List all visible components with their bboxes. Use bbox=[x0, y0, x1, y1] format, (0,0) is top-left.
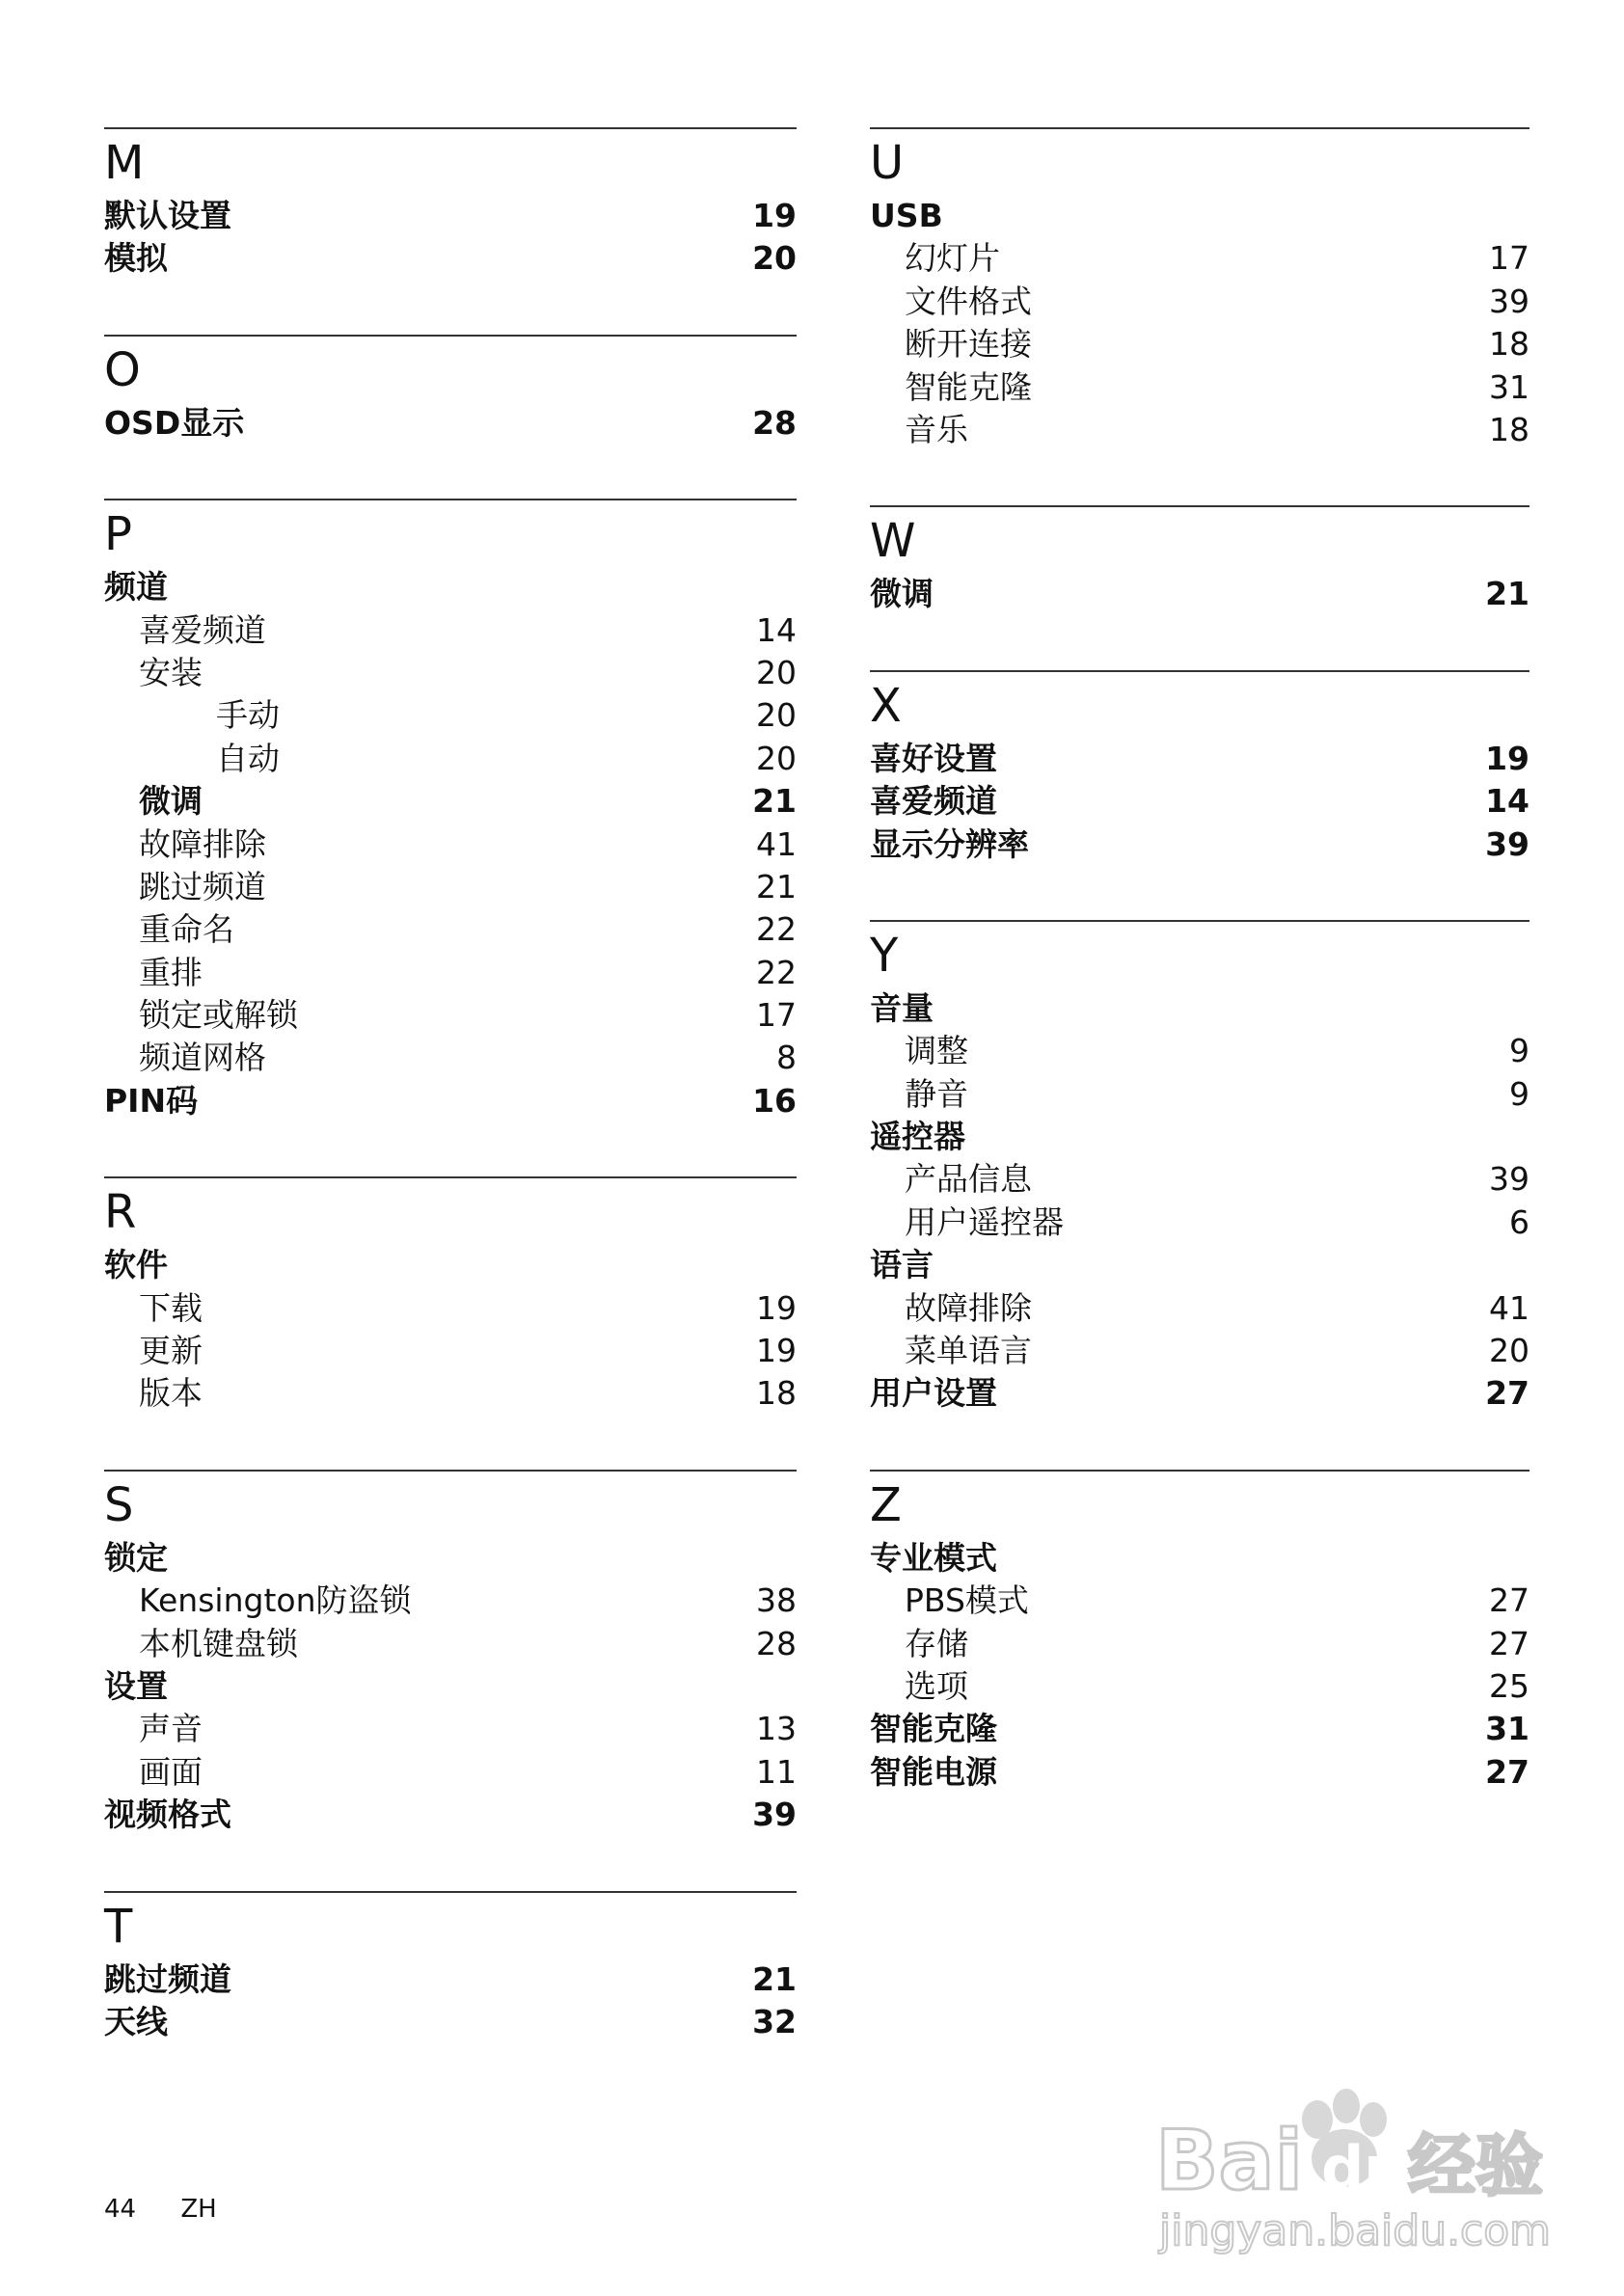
section-letter: S bbox=[104, 1477, 134, 1532]
index-entry bbox=[104, 1751, 797, 1794]
entry-label: 本机键盘锁 bbox=[139, 1624, 298, 1662]
entry-label: 幻灯片 bbox=[905, 239, 1000, 278]
index-section-y bbox=[870, 920, 1529, 1416]
index-section-r bbox=[104, 1176, 797, 1416]
entry-page-number: 9 bbox=[1509, 1032, 1529, 1070]
index-entry bbox=[870, 1073, 1529, 1116]
watermark-brand-tail: du bbox=[1321, 2133, 1407, 2203]
index-section-t bbox=[104, 1891, 797, 2044]
index-entry bbox=[870, 1330, 1529, 1372]
index-entry bbox=[104, 908, 797, 951]
entry-page-number: 20 bbox=[1489, 1332, 1529, 1370]
index-entry bbox=[104, 609, 797, 652]
watermark-brand: Bai bbox=[1155, 2113, 1304, 2209]
entry-label: 喜爱频道 bbox=[139, 610, 266, 649]
index-entry bbox=[870, 366, 1529, 409]
entry-page-number: 27 bbox=[1485, 1752, 1529, 1791]
index-entry bbox=[104, 1244, 797, 1286]
index-section-x bbox=[870, 670, 1529, 866]
entry-label: 天线 bbox=[104, 2002, 168, 2040]
index-entry bbox=[870, 1708, 1529, 1750]
entry-page-number: 20 bbox=[756, 696, 797, 735]
entry-label: OSD显示 bbox=[104, 403, 245, 442]
entry-page-number: 32 bbox=[752, 2002, 797, 2040]
entry-label: 自动 bbox=[216, 739, 280, 777]
entry-page-number: 39 bbox=[1489, 282, 1529, 320]
index-section-s bbox=[104, 1470, 797, 1837]
entry-page-number: 19 bbox=[1485, 739, 1529, 777]
section-letter: T bbox=[104, 1899, 133, 1954]
entry-label: 喜好设置 bbox=[870, 739, 997, 777]
entry-label: 菜单语言 bbox=[905, 1332, 1032, 1370]
index-entry bbox=[870, 738, 1529, 780]
index-section-m bbox=[104, 127, 797, 281]
entry-label: 遥控器 bbox=[870, 1118, 965, 1156]
index-entry bbox=[870, 987, 1529, 1030]
entry-page-number: 11 bbox=[756, 1752, 797, 1791]
index-entry bbox=[870, 281, 1529, 323]
entry-page-number: 27 bbox=[1489, 1624, 1529, 1662]
entry-page-number: 31 bbox=[1485, 1710, 1529, 1748]
entry-label: 喜爱频道 bbox=[870, 782, 997, 821]
entry-page-number: 18 bbox=[756, 1374, 797, 1413]
entry-page-number: 38 bbox=[756, 1581, 797, 1620]
entry-label: 产品信息 bbox=[905, 1160, 1032, 1199]
entry-label: 频道网格 bbox=[139, 1039, 266, 1077]
entry-page-number: 41 bbox=[1489, 1288, 1529, 1327]
watermark-url: jingyan.baidu.com bbox=[1159, 2206, 1551, 2255]
index-entry bbox=[870, 1158, 1529, 1201]
entry-label: 智能克隆 bbox=[870, 1710, 997, 1748]
entry-label: 用户遥控器 bbox=[905, 1202, 1064, 1241]
index-section-u bbox=[870, 127, 1529, 451]
index-entry bbox=[104, 1537, 797, 1580]
entry-label: 调整 bbox=[905, 1032, 968, 1070]
entry-page-number: 17 bbox=[1489, 239, 1529, 278]
section-letter: W bbox=[870, 514, 916, 569]
entry-page-number: 41 bbox=[756, 824, 797, 863]
entry-label: 重排 bbox=[139, 953, 203, 991]
index-section-z bbox=[870, 1470, 1529, 1794]
index-entry bbox=[870, 573, 1529, 615]
entry-page-number: 13 bbox=[756, 1710, 797, 1748]
index-entry bbox=[104, 1708, 797, 1750]
index-entry bbox=[870, 824, 1529, 866]
entry-page-number: 19 bbox=[756, 1332, 797, 1370]
index-entry bbox=[104, 237, 797, 280]
section-letter: M bbox=[104, 136, 145, 190]
section-letter: O bbox=[104, 342, 141, 397]
index-entry bbox=[870, 409, 1529, 451]
index-section-o bbox=[104, 335, 797, 445]
entry-page-number: 18 bbox=[1489, 410, 1529, 448]
index-entry bbox=[870, 1244, 1529, 1286]
index-section-w bbox=[870, 505, 1529, 615]
entry-page-number: 14 bbox=[1485, 782, 1529, 821]
entry-label: 选项 bbox=[905, 1666, 968, 1705]
index-entry bbox=[870, 1030, 1529, 1072]
index-entry bbox=[104, 952, 797, 994]
entry-label: 存储 bbox=[905, 1624, 968, 1662]
entry-label: 故障排除 bbox=[139, 824, 266, 863]
index-entry bbox=[104, 402, 797, 445]
index-entry bbox=[870, 1372, 1529, 1415]
entry-label: 智能克隆 bbox=[905, 367, 1032, 406]
entry-label: 软件 bbox=[104, 1246, 168, 1284]
index-entry bbox=[870, 1580, 1529, 1622]
index-entry bbox=[104, 2001, 797, 2043]
index-entry bbox=[870, 195, 1529, 237]
entry-label: 微调 bbox=[870, 575, 934, 613]
entry-label: 下载 bbox=[139, 1288, 203, 1327]
entry-page-number: 21 bbox=[752, 782, 797, 821]
baidu-jingyan-watermark bbox=[1155, 2064, 1551, 2256]
entry-label: 跳过频道 bbox=[104, 1959, 231, 1998]
entry-page-number: 20 bbox=[756, 739, 797, 777]
entry-page-number: 25 bbox=[1489, 1666, 1529, 1705]
entry-label: 跳过频道 bbox=[139, 867, 266, 905]
section-letter: Y bbox=[870, 928, 899, 983]
entry-page-number: 22 bbox=[756, 953, 797, 991]
entry-page-number: 17 bbox=[756, 996, 797, 1035]
index-entry bbox=[104, 738, 797, 780]
entry-page-number: 22 bbox=[756, 910, 797, 949]
index-entry bbox=[104, 1287, 797, 1330]
entry-page-number: 21 bbox=[752, 1959, 797, 1998]
index-column-left bbox=[104, 127, 797, 2097]
index-section-p bbox=[104, 499, 797, 1122]
entry-label: 画面 bbox=[139, 1752, 203, 1791]
entry-label: 微调 bbox=[139, 782, 203, 821]
entry-label: 重命名 bbox=[139, 910, 234, 949]
index-entry bbox=[104, 1623, 797, 1665]
entry-label: 文件格式 bbox=[905, 282, 1032, 320]
section-letter: P bbox=[104, 507, 132, 562]
entry-label: 锁定 bbox=[104, 1538, 168, 1577]
entry-label: 安装 bbox=[139, 653, 203, 691]
index-entry bbox=[104, 824, 797, 866]
entry-page-number: 19 bbox=[756, 1288, 797, 1327]
index-entry bbox=[104, 566, 797, 608]
entry-label: 语言 bbox=[870, 1246, 934, 1284]
entry-label: 静音 bbox=[905, 1074, 968, 1113]
index-entry bbox=[870, 1623, 1529, 1665]
section-letter: U bbox=[870, 136, 905, 190]
index-entry bbox=[104, 1794, 797, 1836]
entry-label: 手动 bbox=[216, 696, 280, 735]
index-column-right bbox=[870, 127, 1529, 1848]
entry-page-number: 27 bbox=[1485, 1374, 1529, 1413]
index-entry bbox=[104, 694, 797, 737]
index-entry bbox=[870, 237, 1529, 280]
index-entry bbox=[870, 1665, 1529, 1708]
watermark-cn-text: 经验 bbox=[1408, 2126, 1543, 2205]
entry-label: PBS模式 bbox=[905, 1581, 1029, 1620]
entry-label: USB bbox=[870, 197, 943, 234]
entry-page-number: 8 bbox=[776, 1039, 797, 1077]
section-letter: Z bbox=[870, 1477, 902, 1532]
index-entry bbox=[104, 652, 797, 694]
entry-page-number: 20 bbox=[756, 653, 797, 691]
entry-label: 音乐 bbox=[905, 410, 968, 448]
entry-page-number: 19 bbox=[752, 197, 797, 234]
entry-label: 设置 bbox=[104, 1666, 168, 1705]
entry-label: 断开连接 bbox=[905, 325, 1032, 364]
index-entry bbox=[104, 1037, 797, 1079]
entry-page-number: 14 bbox=[756, 610, 797, 649]
entry-label: Kensington防盗锁 bbox=[139, 1581, 412, 1620]
entry-page-number: 31 bbox=[1489, 367, 1529, 406]
entry-page-number: 18 bbox=[1489, 325, 1529, 364]
index-entry bbox=[104, 1372, 797, 1415]
index-entry bbox=[870, 1751, 1529, 1794]
index-entry bbox=[870, 1287, 1529, 1330]
index-entry bbox=[104, 780, 797, 823]
entry-label: 视频格式 bbox=[104, 1796, 231, 1834]
entry-label: 用户设置 bbox=[870, 1374, 997, 1413]
index-entry bbox=[104, 1958, 797, 2001]
language-code: ZH bbox=[180, 2195, 217, 2224]
index-entry bbox=[104, 1580, 797, 1622]
section-letter: R bbox=[104, 1185, 137, 1240]
entry-label: 专业模式 bbox=[870, 1538, 997, 1577]
index-entry bbox=[104, 994, 797, 1037]
entry-label: 音量 bbox=[870, 988, 934, 1027]
entry-page-number: 6 bbox=[1509, 1202, 1529, 1241]
entry-label: 声音 bbox=[139, 1710, 203, 1748]
section-letter: X bbox=[870, 678, 902, 733]
index-entry bbox=[870, 1202, 1529, 1244]
entry-page-number: 9 bbox=[1509, 1074, 1529, 1113]
entry-label: 更新 bbox=[139, 1332, 203, 1370]
entry-label: 显示分辨率 bbox=[870, 824, 1029, 863]
index-entry bbox=[104, 1080, 797, 1122]
entry-label: 智能电源 bbox=[870, 1752, 997, 1791]
entry-page-number: 27 bbox=[1489, 1581, 1529, 1620]
entry-page-number: 21 bbox=[756, 867, 797, 905]
index-entry bbox=[104, 195, 797, 237]
entry-page-number: 39 bbox=[1485, 824, 1529, 863]
index-entry bbox=[104, 1665, 797, 1708]
page-footer bbox=[104, 2195, 254, 2224]
entry-page-number: 28 bbox=[756, 1624, 797, 1662]
entry-label: 版本 bbox=[139, 1374, 203, 1413]
entry-page-number: 16 bbox=[752, 1081, 797, 1120]
entry-page-number: 20 bbox=[752, 239, 797, 278]
index-entry bbox=[104, 1330, 797, 1372]
entry-label: 锁定或解锁 bbox=[139, 996, 298, 1035]
entry-label: 模拟 bbox=[104, 239, 168, 278]
page-number: 44 bbox=[104, 2195, 137, 2224]
entry-page-number: 39 bbox=[752, 1796, 797, 1834]
index-entry bbox=[870, 1116, 1529, 1158]
entry-page-number: 28 bbox=[752, 403, 797, 442]
entry-page-number: 39 bbox=[1489, 1160, 1529, 1199]
index-entry bbox=[870, 323, 1529, 365]
index-entry bbox=[870, 780, 1529, 823]
index-entry bbox=[104, 866, 797, 908]
entry-label: 默认设置 bbox=[104, 197, 231, 234]
index-entry bbox=[870, 1537, 1529, 1580]
entry-page-number: 21 bbox=[1485, 575, 1529, 613]
entry-label: 故障排除 bbox=[905, 1288, 1032, 1327]
entry-label: 频道 bbox=[104, 568, 168, 607]
entry-label: PIN码 bbox=[104, 1081, 199, 1120]
